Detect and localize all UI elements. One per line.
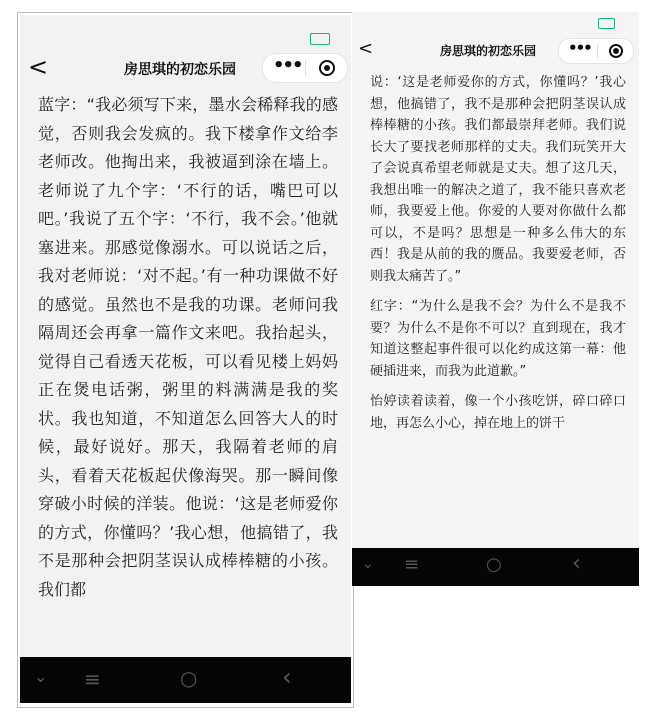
home-icon[interactable]: ○ — [180, 666, 198, 690]
top-bar — [20, 51, 351, 91]
home-icon[interactable]: ○ — [486, 554, 502, 575]
menu-icon[interactable]: ≡ — [84, 667, 101, 691]
capsule-divider — [305, 60, 306, 76]
close-target-icon[interactable] — [319, 60, 335, 76]
more-menu-icon[interactable]: ••• — [273, 55, 302, 76]
nav-back-icon[interactable]: ‹ — [572, 551, 581, 576]
more-menu-icon[interactable]: ••• — [568, 39, 591, 57]
article-body: 蓝字：“我必须写下来，墨水会稀释我的感觉，否则我会发疯的。我下楼拿作文给李老师改。他掏出来，我被逼到涂在墙上。老师说了九个字：‘不行的话，嘴巴可以吧。’我说了五个字：‘不行，我不会。’他就塞进来。那感觉像溺水。可以说话之后，我对老师说：‘对不起。’有一种功课做不好的感觉。虽然也不是我的功课。老师问我隔周还会再拿一篇作文来吧。我抬起头，觉得自己看透天花板，可以看见楼上妈妈正在煲电话粥，粥里的料满满是我的奖状。我也知道，不知道怎么回答大人的时候，最好说好。那天，我隔着老师的肩头，看着天花板起伏像海哭。那一瞬间像穿破小时候的洋装。他说：‘这是老师爱你的方式，你懂吗？’我心想，他搞错了，我不是那种会把阴茎误认成棒棒糖的小孩。我们都 — [38, 95, 338, 599]
page-title: 房思琪的初恋乐园 — [124, 62, 236, 78]
battery-icon — [598, 18, 615, 29]
article-body — [370, 72, 626, 443]
right-phone-screen — [352, 12, 639, 586]
chevron-down-icon[interactable]: ⌄ — [362, 556, 374, 572]
page-title: 房思琪的初恋乐园 — [440, 44, 537, 58]
mini-program-capsule — [558, 38, 634, 64]
nav-back-icon[interactable]: ‹ — [282, 663, 292, 691]
back-arrow-icon[interactable]: < — [358, 38, 374, 59]
paragraph: 红字：“为什么是我不会？为什么不是我不要？为什么不是你不可以？直到现在，我才知道这整起事件很可以化约成这第一幕：他硬插进来，而我为此道歉。” — [370, 299, 626, 379]
battery-icon — [310, 33, 330, 45]
left-screenshot-frame — [17, 12, 354, 708]
back-arrow-icon[interactable]: < — [28, 53, 49, 81]
paragraph: 说：‘这是老师爱你的方式，你懂吗？’我心想，他搞错了，我不是那种会把阴茎误认成棒棒糖的小孩。我们都最崇拜老师。我们说长大了要找老师那样的丈夫。我们玩笑开大了会说真希望老师就是丈夫。想了这几天，我想出唯一的解决之道了，我不能只喜欢老师，我要爱上他。你爱的人要对你做什么都可以，不是吗？思想是一种多么伟大的东西！我是从前的我的赝品。我要爱老师，否则我太痛苦了。” — [370, 75, 626, 284]
mini-program-capsule — [262, 53, 348, 83]
chevron-down-icon[interactable]: ⌄ — [34, 667, 48, 686]
paragraph: 怡婷读着读着，像一个小孩吃饼，碎口碎口地，再怎么小心，掉在地上的饼干 — [370, 394, 626, 431]
capsule-divider — [597, 44, 598, 58]
close-target-icon[interactable] — [609, 44, 623, 58]
left-phone-screen — [20, 15, 351, 703]
system-nav-bar — [20, 657, 351, 703]
system-nav-bar — [352, 548, 639, 586]
top-bar — [352, 38, 639, 66]
menu-icon[interactable]: ≡ — [404, 554, 420, 575]
